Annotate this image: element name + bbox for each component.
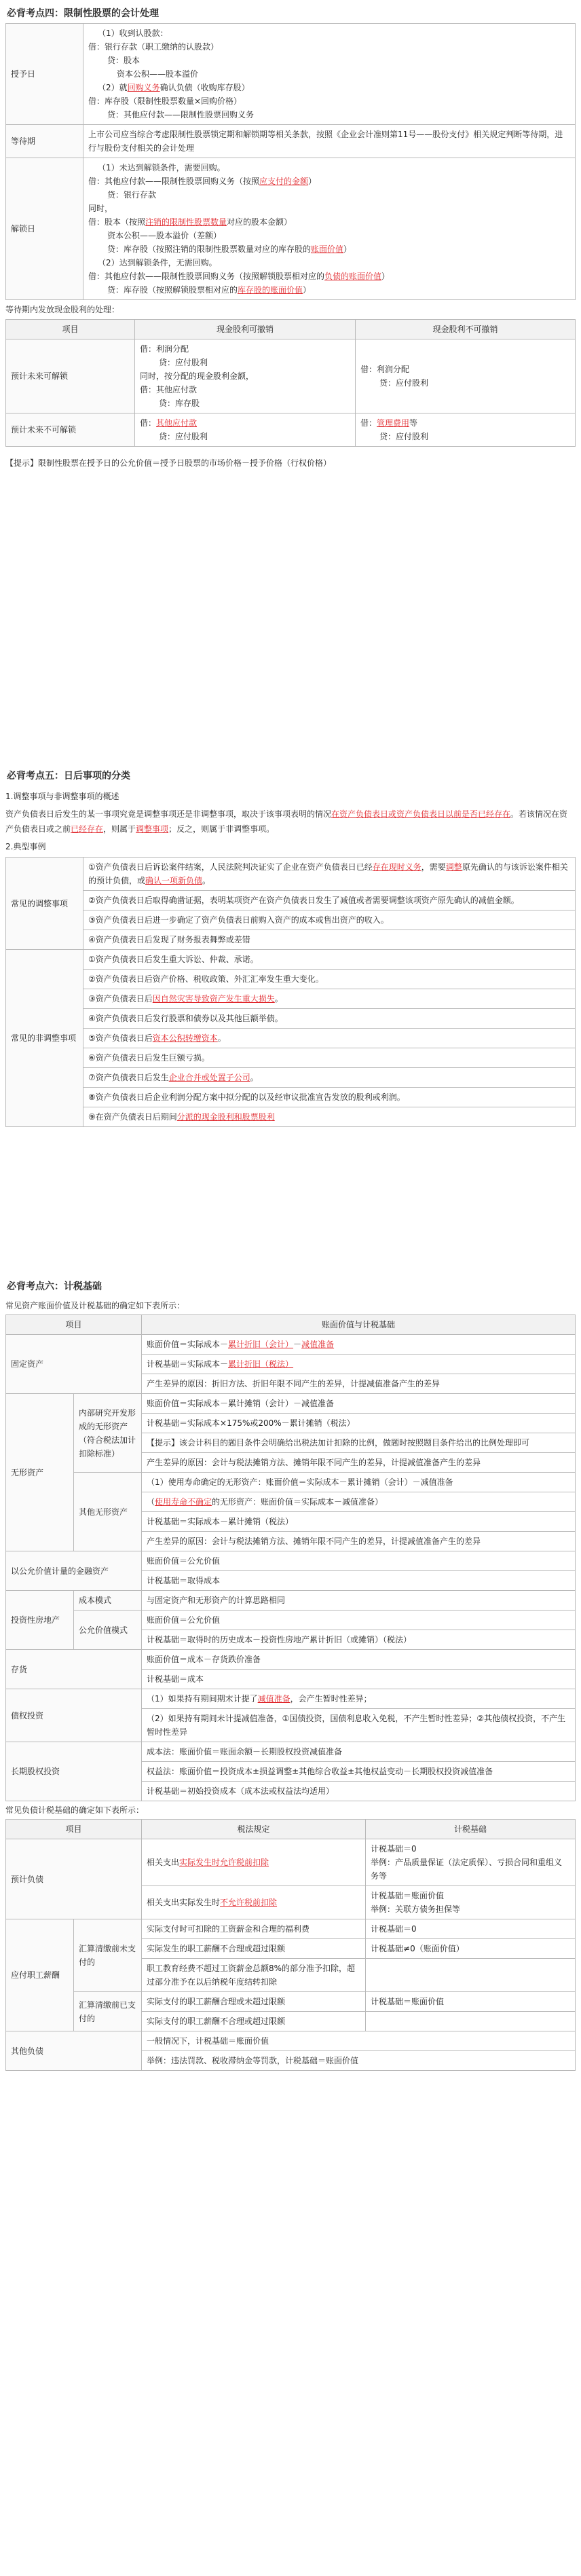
provision-row: [6, 1839, 576, 1886]
intangible-asset-label: 无形资产: [6, 1394, 74, 1551]
entry-line: 贷：库存股: [159, 399, 200, 408]
provision-base-line: 举例：关联方债务担保等: [371, 1905, 461, 1914]
entry-line: 借：利润分配: [140, 344, 189, 354]
journal-row-content: [83, 158, 576, 300]
journal-row-label: 授予日: [6, 24, 83, 125]
highlight-text: 确认一项新负债: [145, 876, 203, 885]
highlight-text: 企业合并或处置子公司: [168, 1073, 250, 1082]
long-term-equity-row: [6, 1742, 576, 1762]
adjusting-event-item: ①资产负债表日后诉讼案件结案，人民法院判决证实了企业在资产负债表日已经存在现时义务，需要调整原先确认的与该诉讼案件相关的预计负债，或确认一项新负债。: [83, 858, 576, 891]
highlight-text: 应支付的金额: [259, 177, 309, 186]
non-adjusting-event-item: ⑥资产负债表日后发生巨额亏损。: [83, 1048, 576, 1068]
section5: [0, 766, 581, 1127]
highlight-text: 实际发生时允许税前扣除: [179, 1858, 269, 1867]
payroll-base: 计税基础≠0（账面价值）: [366, 1939, 576, 1959]
highlight-text: 回购义务: [127, 83, 160, 92]
dividend-cell-revocable: [135, 413, 356, 447]
intangible-asset-cell: （1）使用寿命确定的无形资产：账面价值＝实际成本－累计摊销（会计）－减值准备: [142, 1473, 576, 1492]
section4: [0, 4, 581, 479]
intangible-asset-cell: 计税基础＝实际成本－累计摊销（税法）: [142, 1512, 576, 1532]
payroll-label: 应付职工薪酬: [6, 1919, 74, 2031]
investment-property-cell: 计税基础＝取得时的历史成本－投资性房地产累计折旧（或摊销）（税法）: [142, 1630, 576, 1650]
journal-row-label: 解锁日: [6, 158, 83, 300]
investment-property-sublabel: 成本模式: [74, 1591, 142, 1611]
entry-line: 借：其他应付款: [140, 418, 198, 428]
entry-line: 贷：库存股（按照解锁股票相对应的库存股的账面价值）: [107, 285, 312, 295]
adjusting-event-row: [6, 858, 576, 891]
non-adjusting-event-row: [6, 970, 576, 989]
dividend-row-label: 预计未来可解锁: [6, 339, 135, 413]
payroll-base: [366, 1959, 576, 1992]
journal-row-content: [83, 125, 576, 158]
dividend-cell-revocable: [135, 339, 356, 413]
intangible-asset-cell: 计税基础＝实际成本×175%或200%－累计摊销（税法）: [142, 1414, 576, 1433]
highlight-text: 存在现时义务: [372, 862, 421, 872]
intangible-asset-sublabel: 其他无形资产: [74, 1473, 142, 1551]
entry-line: 借：管理费用等: [360, 418, 418, 428]
payroll-sublabel: 汇算清缴前已支付的: [74, 1992, 142, 2031]
highlight-text: 减值准备: [257, 1694, 290, 1704]
fixed-asset-row: [6, 1335, 576, 1355]
p2-text-b: 在资产负债表日或资产负债表日以前是否已经存在: [331, 809, 511, 819]
intangible-asset-row: [6, 1394, 576, 1414]
entry-line: 贷：股本: [107, 56, 140, 65]
entry-line: 借：其他应付款: [140, 385, 198, 394]
highlight-text: 其他应付款: [156, 418, 198, 428]
section5-p2: [0, 807, 581, 836]
liability-header: 项目: [6, 1820, 142, 1839]
provision-base: [366, 1886, 576, 1919]
highlight-text: 账面价值: [311, 244, 344, 254]
dividend-header: 现金股利可撤销: [135, 320, 356, 339]
p2-text-f: 调整事项: [136, 824, 169, 834]
intangible-asset-cell: 【提示】该会计科目的题目条件会明确给出税法加计扣除的比例，做题时按照题目条件给出的比例处理即可: [142, 1433, 576, 1453]
inventory-label: 存货: [6, 1650, 142, 1689]
payroll-row: [6, 1992, 576, 2012]
other-liability-label: 其他负债: [6, 2031, 142, 2071]
fair-value-asset-row: [6, 1551, 576, 1571]
dividend-header: 现金股利不可撤销: [356, 320, 576, 339]
non-adjusting-event-row: [6, 1068, 576, 1088]
payroll-rule: 实际支付的职工薪酬不合理或超过限额: [142, 2012, 366, 2031]
entry-line: 借：利润分配: [360, 365, 410, 374]
section6-title: 必背考点六：计税基础: [7, 1281, 102, 1292]
events-table: [5, 857, 576, 1127]
dividend-row-label: 预计未来不可解锁: [6, 413, 135, 447]
liability-header: 税法规定: [142, 1820, 366, 1839]
entry-line: （2）达到解锁条件，无需回购。: [98, 258, 217, 268]
p2-text-c: 。若该情况在资产负债表日或之前: [5, 809, 568, 834]
entry-line: 借：其他应付款——限制性股票回购义务（按照解锁股票相对应的负债的账面价值）: [88, 272, 390, 281]
journal-row-content: [83, 24, 576, 125]
adjusting-event-row: [6, 891, 576, 910]
payroll-rule: 实际发生的职工薪酬不合理或超过限额: [142, 1939, 366, 1959]
non-adjusting-event-item: ⑨在资产负债表日后期间分派的现金股利和股票股利: [83, 1107, 576, 1127]
p2-text-d: 已经存在: [71, 824, 104, 834]
section6: [0, 1276, 581, 2071]
entry-line: （1）未达到解锁条件，需要回购。: [98, 163, 225, 172]
non-adjusting-event-row: [6, 1009, 576, 1029]
asset-tax-base-table: [5, 1314, 576, 1801]
p2-text-a: 资产负债表日后发生的某一事项究竟是调整事项还是非调整事项，取决于该事项表明的情况: [5, 809, 332, 819]
provision-label: 预计负债: [6, 1839, 142, 1919]
non-adjusting-event-row: [6, 989, 576, 1009]
long-term-equity-label: 长期股权投资: [6, 1742, 142, 1801]
fixed-asset-cell: 账面价值＝实际成本－累计折旧（会计）－减值准备: [142, 1335, 576, 1355]
entry-line: 贷：应付股利: [379, 432, 429, 441]
payroll-rule: 职工教育经费不超过工资薪金总额8%的部分准予扣除，超过部分准予在以后纳税年度结转扣除: [142, 1959, 366, 1992]
intangible-asset-cell: 账面价值＝实际成本－累计摊销（会计）－减值准备: [142, 1394, 576, 1414]
provision-base-line: 计税基础＝0: [371, 1844, 417, 1854]
inventory-cell: 计税基础＝成本: [142, 1670, 576, 1689]
entry-line: 贷：应付股利: [159, 358, 208, 367]
p2-text-e: ，则属于: [103, 824, 136, 834]
highlight-text: 不允许税前扣除: [220, 1898, 278, 1907]
provision-base: [366, 1839, 576, 1886]
long-term-equity-cell: 计税基础＝初始投资成本（成本法或权益法均适用）: [142, 1782, 576, 1801]
highlight-text: 资本公积转增资本: [152, 1033, 218, 1043]
payroll-sublabel: 汇算清缴前未支付的: [74, 1919, 142, 1992]
non-adjusting-event-row: [6, 1107, 576, 1127]
entry-line: （1）收到认股款：: [98, 29, 168, 38]
non-adjusting-event-label: 常见的非调整事项: [6, 950, 83, 1127]
investment-property-label: 投资性房地产: [6, 1591, 74, 1650]
investment-property-cell: 账面价值＝公允价值: [142, 1611, 576, 1630]
highlight-text: 因自然灾害导致资产发生重大损失: [152, 994, 275, 1004]
highlight-text: 调整: [445, 862, 462, 872]
intangible-asset-row: [6, 1473, 576, 1492]
debt-investment-row: [6, 1689, 576, 1709]
dividend-header: 项目: [6, 320, 135, 339]
non-adjusting-event-item: ⑤资产负债表日后资本公积转增资本。: [83, 1029, 576, 1048]
highlight-text: 累计折旧（税法）: [228, 1359, 294, 1369]
dividend-row: [6, 339, 576, 413]
journal-row: [6, 125, 576, 158]
non-adjusting-event-row: [6, 1048, 576, 1068]
highlight-text: 使用寿命不确定: [155, 1497, 212, 1507]
inventory-row: [6, 1650, 576, 1670]
liability-header: 计税基础: [366, 1820, 576, 1839]
entry-line: 贷：银行存款: [107, 190, 157, 200]
entry-line: 贷：库存股（按照注销的限制性股票数量对应的库存股的账面价值）: [107, 244, 352, 254]
section4-tip: 【提示】限制性股票在授予日的公允价值＝授予日股票的市场价格－授予价格（行权价格）: [5, 458, 332, 468]
intangible-asset-cell: （使用寿命不确定的无形资产：账面价值＝实际成本－减值准备）: [142, 1492, 576, 1512]
investment-property-row: [6, 1591, 576, 1611]
debt-investment-cell: （2）如果持有期间未计提减值准备，①国债投资，国债利息收入免税，不产生暂时性差异；②其他债权投资，不产生暂时性差异: [142, 1709, 576, 1742]
p2-text-g: ；反之，则属于非调整事项。: [168, 824, 275, 834]
highlight-text: 分派的现金股利和股票股利: [176, 1112, 275, 1122]
provision-rule: 相关支出实际发生时不允许税前扣除: [142, 1886, 366, 1919]
non-adjusting-event-item: ④资产负债表日后发行股票和债券以及其他巨额举债。: [83, 1009, 576, 1029]
entry-line: 同时，: [88, 204, 113, 213]
highlight-text: 管理费用: [377, 418, 410, 428]
entry-line: 贷：应付股利: [379, 378, 429, 388]
payroll-base: [366, 2012, 576, 2031]
investment-property-sublabel: 公允价值模式: [74, 1611, 142, 1650]
liability-tax-base-table: [5, 1819, 576, 2071]
entry-line: （2）就回购义务确认负债（收购库存股）: [98, 83, 250, 92]
entry-line: 资本公积——股本溢价（差额）: [107, 231, 222, 240]
debt-investment-label: 债权投资: [6, 1689, 142, 1742]
dividend-table: [5, 319, 576, 447]
non-adjusting-event-row: [6, 1029, 576, 1048]
non-adjusting-event-item: ①资产负债表日后发生重大诉讼、仲裁、承诺。: [83, 950, 576, 970]
highlight-text: 负债的账面价值: [324, 272, 382, 281]
intangible-asset-cell: 产生差异的原因：会计与税法摊销方法、摊销年限不同产生的差异，计提减值准备产生的差异: [142, 1532, 576, 1551]
other-liability-cell: 举例：违法罚款、税收滞纳金等罚款，计税基础＝账面价值: [142, 2051, 576, 2071]
adjusting-event-row: [6, 910, 576, 930]
debt-investment-cell: （1）如果持有期间期末计提了减值准备，会产生暂时性差异；: [142, 1689, 576, 1709]
provision-rule: 相关支出实际发生时允许税前扣除: [142, 1839, 366, 1886]
payroll-rule: 实际支付时可扣除的工资薪金和合理的福利费: [142, 1919, 366, 1939]
highlight-text: 库存股的账面价值: [238, 285, 303, 295]
non-adjusting-event-item: ③资产负债表日后因自然灾害导致资产发生重大损失。: [83, 989, 576, 1009]
adjusting-event-item: ④资产负债表日后发现了财务报表舞弊或差错: [83, 930, 576, 950]
payroll-base: 计税基础＝账面价值: [366, 1992, 576, 2012]
inventory-cell: 账面价值＝成本－存货跌价准备: [142, 1650, 576, 1670]
fixed-asset-cell: 计税基础＝实际成本－累计折旧（税法）: [142, 1355, 576, 1374]
asset-header-item: 项目: [6, 1315, 142, 1335]
other-liability-cell: 一般情况下，计税基础＝账面价值: [142, 2031, 576, 2051]
non-adjusting-event-item: ②资产负债表日后资产价格、税收政策、外汇汇率发生重大变化。: [83, 970, 576, 989]
adjusting-event-item: ②资产负债表日后取得确凿证据，表明某项资产在资产负债表日发生了减值或者需要调整该项资产原先确认的减值金额。: [83, 891, 576, 910]
dividend-cell-irrevocable: [356, 413, 576, 447]
adjusting-event-label: 常见的调整事项: [6, 858, 83, 950]
section5-title: 必背考点五：日后事项的分类: [7, 771, 130, 781]
fixed-asset-label: 固定资产: [6, 1335, 142, 1394]
section4-title: 必背考点四：限制性股票的会计处理: [7, 8, 159, 19]
long-term-equity-cell: 权益法：账面价值＝投资成本±损益调整±其他综合收益±其他权益变动－长期股权投资减值准备: [142, 1762, 576, 1782]
investment-property-cell: 与固定资产和无形资产的计算思路相同: [142, 1591, 576, 1611]
entry-line: 借：股本（按照注销的限制性股票数量对应的股本金额）: [88, 217, 293, 227]
other-liability-row: [6, 2031, 576, 2051]
entry-line: 同时，按分配的现金股利金额，: [140, 371, 255, 381]
liab-intro: 常见负债计税基础的确定如下表所示：: [5, 1805, 145, 1815]
entry-line: 资本公积——股本溢价: [117, 69, 199, 79]
journal-row: [6, 158, 576, 300]
entry-line: 上市公司应当综合考虑限制性股票锁定期和解锁期等相关条款，按照《企业会计准则第11号——股份支付》相关规定判断等待期，进行与股份支付相关的会计处理: [88, 130, 563, 153]
dividend-intro: 等待期内发放现金股利的处理：: [5, 305, 120, 314]
fair-value-asset-label: 以公允价值计量的金融资产: [6, 1551, 142, 1591]
investment-property-row: [6, 1611, 576, 1630]
intangible-asset-cell: 产生差异的原因：会计与税法摊销方法、摊销年限不同产生的差异，计提减值准备产生的差异: [142, 1453, 576, 1473]
non-adjusting-event-row: [6, 1088, 576, 1107]
restricted-stock-table: [5, 23, 576, 300]
section5-p1: 1.调整事项与非调整事项的概述: [5, 792, 119, 801]
fair-value-asset-cell: 账面价值＝公允价值: [142, 1551, 576, 1571]
non-adjusting-event-row: [6, 950, 576, 970]
fair-value-asset-cell: 计税基础＝取得成本: [142, 1571, 576, 1591]
provision-base-line: 计税基础＝账面价值: [371, 1891, 445, 1900]
entry-line: 借：其他应付款——限制性股票回购义务（按照应支付的金额）: [88, 177, 317, 186]
provision-base-line: 举例：产品质量保证（法定质保）、亏损合同和重组义务等: [371, 1858, 563, 1881]
entry-line: 借：库存股（限制性股票数量×回购价格）: [88, 96, 242, 106]
payroll-row: [6, 1919, 576, 1939]
section6-intro: 常见资产账面价值及计税基础的确定如下表所示：: [5, 1301, 185, 1310]
non-adjusting-event-item: ⑦资产负债表日后发生企业合并或处置子公司。: [83, 1068, 576, 1088]
adjusting-event-row: [6, 930, 576, 950]
asset-header-value: 账面价值与计税基础: [142, 1315, 576, 1335]
dividend-row: [6, 413, 576, 447]
non-adjusting-event-item: ⑧资产负债表日后企业利润分配方案中拟分配的以及经审议批准宣告发放的股利或利润。: [83, 1088, 576, 1107]
highlight-text: 减值准备: [301, 1340, 335, 1349]
entry-line: 借：银行存款（职工缴纳的认股款）: [88, 42, 219, 52]
fixed-asset-cell: 产生差异的原因：折旧方法、折旧年限不同产生的差异，计提减值准备产生的差异: [142, 1374, 576, 1394]
payroll-rule: 实际支付的职工薪酬合理或未超过限额: [142, 1992, 366, 2012]
entry-line: 贷：其他应付款——限制性股票回购义务: [107, 110, 255, 119]
payroll-base: 计税基础＝0: [366, 1919, 576, 1939]
highlight-text: 注销的限制性股票数量: [145, 217, 227, 227]
dividend-cell-irrevocable: [356, 339, 576, 413]
long-term-equity-cell: 成本法：账面价值＝账面余额－长期股权投资减值准备: [142, 1742, 576, 1762]
intangible-asset-sublabel: 内部研究开发形成的无形资产（符合税法加计扣除标准）: [74, 1394, 142, 1473]
journal-row-label: 等待期: [6, 125, 83, 158]
adjusting-event-item: ③资产负债表日后进一步确定了资产负债表日前购入资产的成本或售出资产的收入。: [83, 910, 576, 930]
section5-p3: 2.典型事例: [5, 842, 46, 851]
entry-line: 贷：应付股利: [159, 432, 208, 441]
journal-row: [6, 24, 576, 125]
highlight-text: 累计折旧（会计）: [228, 1340, 294, 1349]
